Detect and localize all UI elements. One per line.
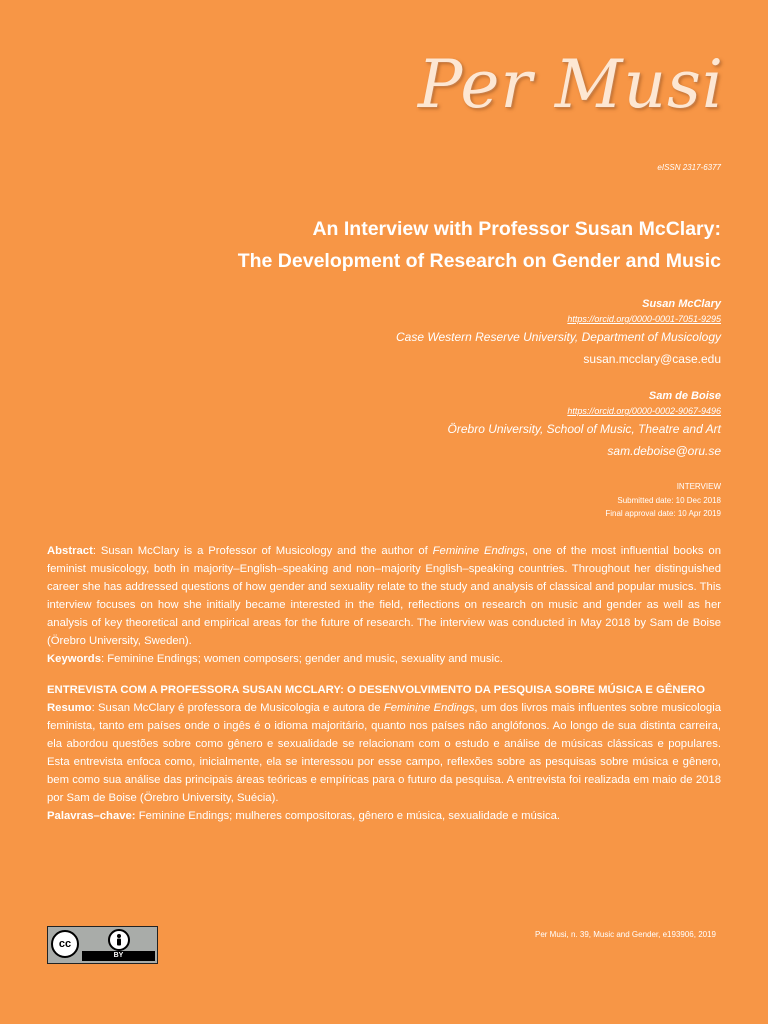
keywords-paragraph: [47, 650, 721, 668]
person-icon: [108, 929, 130, 951]
author-name: Sam de Boise: [648, 390, 721, 402]
abstract-book-title: Feminine Endings: [432, 545, 525, 557]
title-line-1: An Interview with Professor Susan McClary:: [312, 218, 721, 240]
resumo-title: ENTREVISTA COM A PROFESSORA SUSAN MCCLARY: O DESENVOLVIMENTO DA PESQUISA SOBRE MÚSICA E GÊNERO: [47, 684, 705, 696]
author-name: Susan McClary: [642, 298, 721, 310]
issn: eISSN 2317-6377: [657, 163, 721, 172]
author-affiliation: Case Western Reserve University, Department of Musicology: [395, 330, 721, 344]
title-line-2: The Development of Research on Gender and Music: [237, 250, 721, 272]
resumo-text-b: , um dos livros mais influentes sobre musicologia feminista, tanto em países onde o ingês é o idioma majoritário, quanto nos países não anglófonos. Ao longo de sua distinta carreira, ela abordou questões sobre como gênero e sexualidade se relacionam com o estudo e análise de músicas clássicas e populares. Esta entrevista enfoca como, inicialmente, ela se interessou por esse campo, reflexões sobre as pesquisas sobre música e gênero, bem como sua análise das principais áreas teóricas e empíricas para o futuro da pesquisa. A entrevista foi realizada em maio de 2018 por Sam de Boise (Örebro University, Suécia).: [47, 702, 721, 804]
article-meta: [605, 480, 721, 521]
cc-by-license-badge[interactable]: [47, 926, 158, 964]
orcid-link[interactable]: https://orcid.org/0000-0002-9067-9496: [567, 406, 721, 416]
author-affiliation: Örebro University, School of Music, Theatre and Art: [447, 422, 721, 436]
palavras-chave-text: Feminine Endings; mulheres compositoras, gênero e música, sexualidade e música.: [135, 810, 561, 822]
article-type: INTERVIEW: [676, 482, 721, 491]
resumo-text-a: : Susan McClary é professora de Musicologia e autora de: [91, 702, 384, 714]
authors: [396, 296, 721, 480]
abstract-text-a: : Susan McClary is a Professor of Musicology and the author of: [92, 545, 433, 557]
abstract-paragraph: [47, 542, 721, 650]
author-2: [396, 388, 721, 462]
cc-icon: cc: [51, 930, 79, 958]
author-email[interactable]: sam.deboise@oru.se: [607, 444, 721, 458]
abstract-text-b: , one of the most influential books on feminist musicology, both in majority–English–speaking and non–majority English–speaking countries. Throughout her distinguished career she has addressed questions of how gender and sexuality relate to the study and analysis of classical and popular musics. This interview focuses on how she initially became interested in the field, reflections on research on music and gender as well as her analysis of key theoretical and empirical areas for the future of research. The interview was conducted in May 2018 by Sam de Boise (Örebro University, Sweden).: [47, 545, 721, 647]
abstract-section: [47, 542, 721, 825]
keywords-label: Keywords: [47, 653, 101, 665]
palavras-chave-label: Palavras–chave:: [47, 810, 136, 822]
citation: Per Musi, n. 39, Music and Gender, e193906, 2019: [534, 930, 716, 939]
orcid-link[interactable]: https://orcid.org/0000-0001-7051-9295: [567, 314, 721, 324]
article-title: [238, 213, 721, 277]
submitted-date: Submitted date: 10 Dec 2018: [617, 495, 721, 505]
resumo-book-title: Feminine Endings: [383, 702, 475, 714]
journal-logo: Per Musi: [417, 46, 724, 123]
palavras-chave-paragraph: [47, 807, 721, 825]
cc-by-label: BY: [82, 951, 155, 961]
approval-date: Final approval date: 10 Apr 2019: [605, 509, 721, 518]
resumo-paragraph: [47, 699, 721, 807]
abstract-label: Abstract: [47, 545, 93, 557]
author-1: [396, 296, 721, 370]
resumo-label: Resumo: [47, 702, 92, 714]
author-email[interactable]: susan.mcclary@case.edu: [583, 352, 721, 366]
keywords-text: : Feminine Endings; women composers; gender and music, sexuality and music.: [101, 653, 503, 665]
